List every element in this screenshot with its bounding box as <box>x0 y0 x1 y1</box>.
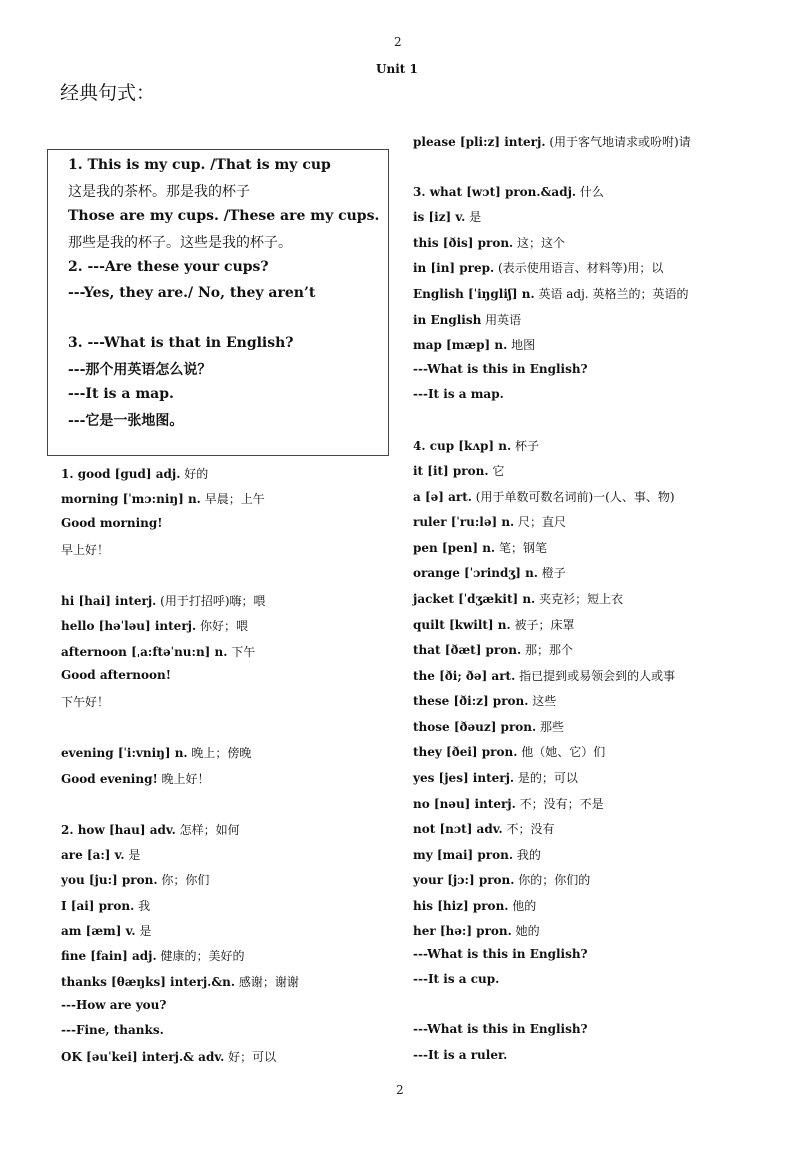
vocab-entry: orange [ˈɔrindʒ] n. 橙子 <box>413 566 566 580</box>
vocab-entry: ---It is a cup. <box>413 972 500 986</box>
vocab-entry: please [pli:z] interj. (用于客气地请求或吩咐)请 <box>413 135 691 149</box>
vocab-entry: ---It is a map. <box>413 387 504 401</box>
vocab-entry: hello [həˈləu] interj. 你好；喂 <box>61 619 248 633</box>
vocab-entry: hi [hai] interj. (用于打招呼)嗨；喂 <box>61 594 266 608</box>
vocab-entry: OK [əuˈkei] interj.& adv. 好；可以 <box>61 1050 277 1064</box>
vocab-entry: Good afternoon! <box>61 668 171 682</box>
box-line: 那些是我的杯子。这些是我的杯子。 <box>68 235 292 251</box>
box-line: 2. ---Are these your cups? <box>68 259 269 275</box>
vocab-entry: not [nɔt] adv. 不；没有 <box>413 822 555 836</box>
vocab-entry: these [ði:z] pron. 这些 <box>413 694 557 708</box>
box-line: ---它是一张地图。 <box>68 413 184 429</box>
vocab-entry: ---Fine, thanks. <box>61 1023 164 1037</box>
section-heading: 经典句式： <box>60 82 156 104</box>
box-line: Those are my cups. /These are my cups. <box>68 208 380 224</box>
vocab-entry: quilt [kwilt] n. 被子；床罩 <box>413 618 575 632</box>
vocab-entry: Good evening! 晚上好！ <box>61 772 210 786</box>
vocab-entry: ruler [ˈru:lə] n. 尺；直尺 <box>413 515 567 529</box>
vocab-entry: thanks [θæŋks] interj.&n. 感谢；谢谢 <box>61 975 299 989</box>
vocab-entry: Good morning! <box>61 516 163 530</box>
vocab-entry: you [ju:] pron. 你；你们 <box>61 873 210 887</box>
vocab-entry: ---How are you? <box>61 998 167 1012</box>
box-line: 1. This is my cup. /That is my cup <box>68 157 331 173</box>
vocab-entry: are [a:] v. 是 <box>61 848 141 862</box>
vocab-entry: it [it] pron. 它 <box>413 464 505 478</box>
box-line: 这是我的茶杯。那是我的杯子 <box>68 184 250 200</box>
unit-title: Unit 1 <box>376 62 418 76</box>
page-number-top: 2 <box>394 35 402 49</box>
vocab-entry: this [ðis] pron. 这；这个 <box>413 236 566 250</box>
vocab-entry: 1. good [gud] adj. 好的 <box>61 467 209 481</box>
vocab-entry: 4. cup [kʌp] n. 杯子 <box>413 439 539 453</box>
vocab-entry: they [ðei] pron. 他（她、它）们 <box>413 745 606 759</box>
vocab-entry: map [mæp] n. 地图 <box>413 338 536 352</box>
box-line: ---Yes, they are./ No, they aren’t <box>68 285 316 301</box>
vocab-entry: your [jɔ:] pron. 你的；你们的 <box>413 873 591 887</box>
vocab-entry: those [ðəuz] pron. 那些 <box>413 720 564 734</box>
vocab-entry: 2. how [hau] adv. 怎样；如何 <box>61 823 240 837</box>
box-line: 3. ---What is that in English? <box>68 335 294 351</box>
vocab-entry: afternoon [ˌa:ftəˈnu:n] n. 下午 <box>61 645 256 659</box>
vocab-entry: evening [ˈi:vniŋ] n. 晚上；傍晚 <box>61 746 252 760</box>
vocab-entry: morning [ˈmɔ:niŋ] n. 早晨；上午 <box>61 492 265 506</box>
vocab-entry: in [in] prep. (表示使用语言、材料等)用；以 <box>413 261 664 275</box>
vocab-entry: jacket [ˈdʒækit] n. 夹克衫；短上衣 <box>413 592 624 606</box>
vocab-entry: I [ai] pron. 我 <box>61 899 151 913</box>
vocab-entry: ---It is a ruler. <box>413 1048 508 1062</box>
vocab-entry: 3. what [wɔt] pron.&adj. 什么 <box>413 185 604 199</box>
vocab-entry: a [ə] art. (用于单数可数名词前)一(人、事、物) <box>413 490 675 504</box>
vocab-entry: fine [fain] adj. 健康的；美好的 <box>61 949 245 963</box>
vocab-entry: 下午好！ <box>61 695 110 709</box>
vocab-entry: am [æm] v. 是 <box>61 924 152 938</box>
vocab-entry: no [nəu] interj. 不；没有；不是 <box>413 797 604 811</box>
vocab-entry: my [mai] pron. 我的 <box>413 848 541 862</box>
vocab-entry: ---What is this in English? <box>413 947 588 961</box>
vocab-entry: her [hə:] pron. 她的 <box>413 924 540 938</box>
box-line: ---那个用英语怎么说？ <box>68 362 212 378</box>
vocab-entry: in English 用英语 <box>413 313 522 327</box>
vocab-entry: his [hiz] pron. 他的 <box>413 899 537 913</box>
vocab-entry: pen [pen] n. 笔；钢笔 <box>413 541 547 555</box>
vocab-entry: is [iz] v. 是 <box>413 210 482 224</box>
vocab-entry: the [ði; ðə] art. 指已提到或易领会到的人或事 <box>413 669 676 683</box>
vocab-entry: 早上好！ <box>61 543 110 557</box>
vocab-entry: ---What is this in English? <box>413 1022 588 1036</box>
vocab-entry: that [ðæt] pron. 那；那个 <box>413 643 573 657</box>
box-line: ---It is a map. <box>68 386 174 402</box>
vocab-entry: English [ˈiŋgliʃ] n. 英语 adj. 英格兰的；英语的 <box>413 287 689 301</box>
vocab-entry: yes [jes] interj. 是的；可以 <box>413 771 578 785</box>
key-sentences-box <box>47 149 389 456</box>
vocab-entry: ---What is this in English? <box>413 362 588 376</box>
page-number-bottom: 2 <box>396 1083 404 1097</box>
